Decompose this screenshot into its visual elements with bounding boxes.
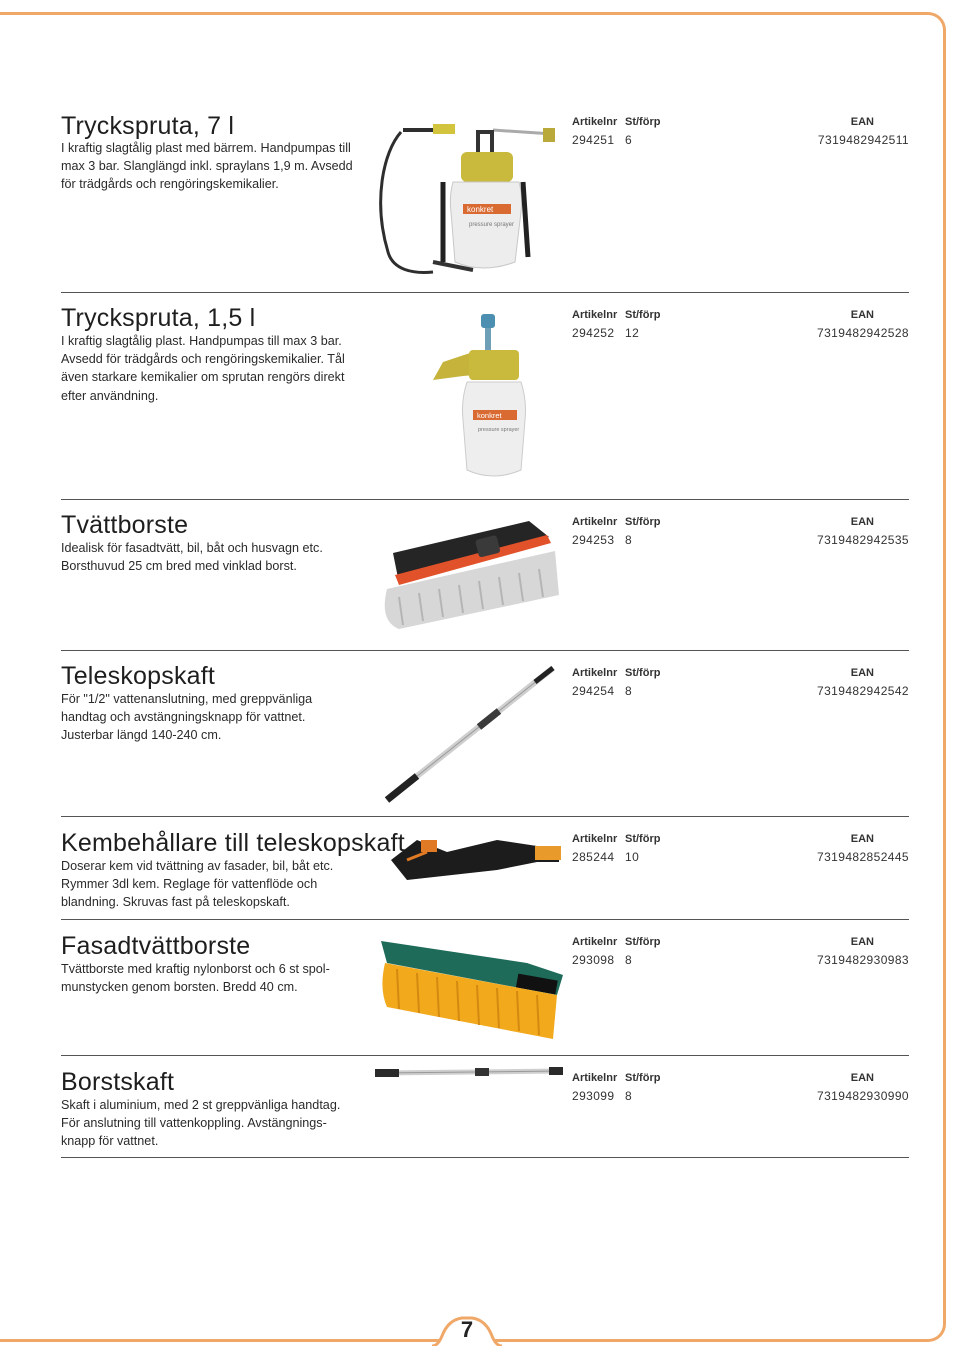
- pressure-sprayer-7l-image: [373, 112, 573, 287]
- header-st-forp: St/förp: [625, 936, 661, 948]
- brand-sublabel: pressure sprayer: [469, 222, 515, 228]
- ean-value: 7319482930990: [817, 1089, 909, 1103]
- artikelnr-value: 285244: [572, 850, 615, 864]
- header-st-forp: St/förp: [625, 1072, 661, 1084]
- st-forp-value: 12: [625, 326, 640, 340]
- divider: [61, 499, 909, 500]
- st-forp-value: 8: [625, 1089, 633, 1103]
- header-artikelnr: Artikelnr: [572, 833, 618, 845]
- header-ean: EAN: [850, 1072, 874, 1084]
- page-number: 7: [460, 1317, 474, 1342]
- header-artikelnr: Artikelnr: [572, 667, 618, 679]
- telescopic-pole-image: [381, 664, 561, 811]
- header-st-forp: St/förp: [625, 116, 661, 128]
- st-forp-value: 6: [625, 133, 633, 147]
- ean-value: 7319482942511: [817, 133, 909, 147]
- chemical-container-image: [387, 830, 563, 891]
- ean-value: 7319482930983: [817, 953, 909, 967]
- wash-brush-image: [379, 517, 563, 637]
- header-ean: EAN: [850, 936, 874, 948]
- artikelnr-value: 293098: [572, 953, 615, 967]
- st-forp-value: 8: [625, 953, 633, 967]
- divider: [61, 292, 909, 293]
- header-artikelnr: Artikelnr: [572, 936, 618, 948]
- product-description: Tvättborste med kraftig nylonborst och 6 st spol-munstycken genom borsten. Bredd 40 cm.: [61, 962, 330, 995]
- product-description: I kraftig slagtålig plast. Handpumpas till max 3 bar. Avsedd för trädgårds och rengöringskemikalier. Tål även starkare kemikalier om sprutan rengörs direkt efter användning.: [61, 334, 345, 403]
- product-title: Borstskaft: [61, 1068, 175, 1096]
- product-title: Tryckspruta, 1,5 l: [61, 304, 256, 332]
- ean-value: 7319482942542: [817, 684, 909, 698]
- artikelnr-value: 294251: [572, 133, 615, 147]
- header-ean: EAN: [850, 833, 874, 845]
- brand-label: konkret: [477, 411, 502, 420]
- header-ean: EAN: [850, 309, 874, 321]
- divider: [61, 1055, 909, 1056]
- artikelnr-value: 294252: [572, 326, 615, 340]
- brush-pole-image: [375, 1065, 565, 1086]
- header-artikelnr: Artikelnr: [572, 116, 618, 128]
- artikelnr-value: 294253: [572, 533, 615, 547]
- header-st-forp: St/förp: [625, 833, 661, 845]
- st-forp-value: 8: [625, 684, 633, 698]
- header-artikelnr: Artikelnr: [572, 309, 618, 321]
- pressure-sprayer-1-5l-image: [433, 310, 543, 485]
- bottom-divider: [61, 1157, 909, 1158]
- product-title: Teleskopskaft: [61, 662, 216, 690]
- ean-value: 7319482942535: [817, 533, 909, 547]
- brand-label: konkret: [467, 205, 494, 214]
- divider: [61, 919, 909, 920]
- header-ean: EAN: [850, 667, 874, 679]
- header-st-forp: St/förp: [625, 309, 661, 321]
- product-title: Fasadtvättborste: [61, 932, 251, 960]
- artikelnr-value: 293099: [572, 1089, 615, 1103]
- header-artikelnr: Artikelnr: [572, 516, 618, 528]
- header-ean: EAN: [850, 516, 874, 528]
- brand-sublabel: pressure sprayer: [478, 427, 520, 433]
- artikelnr-value: 294254: [572, 684, 615, 698]
- facade-brush-image: [377, 933, 567, 1048]
- product-description: Skaft i aluminium, med 2 st greppvänliga handtag. För anslutning till vattenkoppling. Avstängnings-knapp för vattnet.: [61, 1098, 341, 1149]
- product-title: Kembehållare till teleskopskaft: [61, 829, 405, 857]
- ean-value: 7319482942528: [817, 326, 909, 340]
- header-st-forp: St/förp: [625, 516, 661, 528]
- product-title: Tvättborste: [61, 511, 189, 539]
- st-forp-value: 8: [625, 533, 633, 547]
- header-artikelnr: Artikelnr: [572, 1072, 618, 1084]
- product-description: För "1/2" vattenanslutning, med greppvänliga handtag och avstängningsknapp för vattnet. Justerbar längd 140-240 cm.: [61, 692, 313, 743]
- product-title: Tryckspruta, 7 l: [61, 112, 235, 140]
- product-description: Doserar kem vid tvättning av fasader, bil, båt etc. Rymmer 3dl kem. Reglage för vattenflöde och blandning. Skruvas fast på teleskopskaft.: [61, 859, 334, 910]
- ean-value: 7319482852445: [817, 850, 909, 864]
- product-description: I kraftig slagtålig plast med bärrem. Handpumpas till max 3 bar. Slanglängd inkl. spraylans 1,9 m. Avsedd för trädgårds och rengöringskemikalier.: [61, 141, 353, 192]
- divider: [61, 816, 909, 817]
- st-forp-value: 10: [625, 850, 640, 864]
- divider: [61, 650, 909, 651]
- header-ean: EAN: [850, 116, 874, 128]
- product-description: Idealisk för fasadtvätt, bil, båt och husvagn etc. Borsthuvud 25 cm bred med vinklad borst.: [61, 541, 323, 574]
- header-st-forp: St/förp: [625, 667, 661, 679]
